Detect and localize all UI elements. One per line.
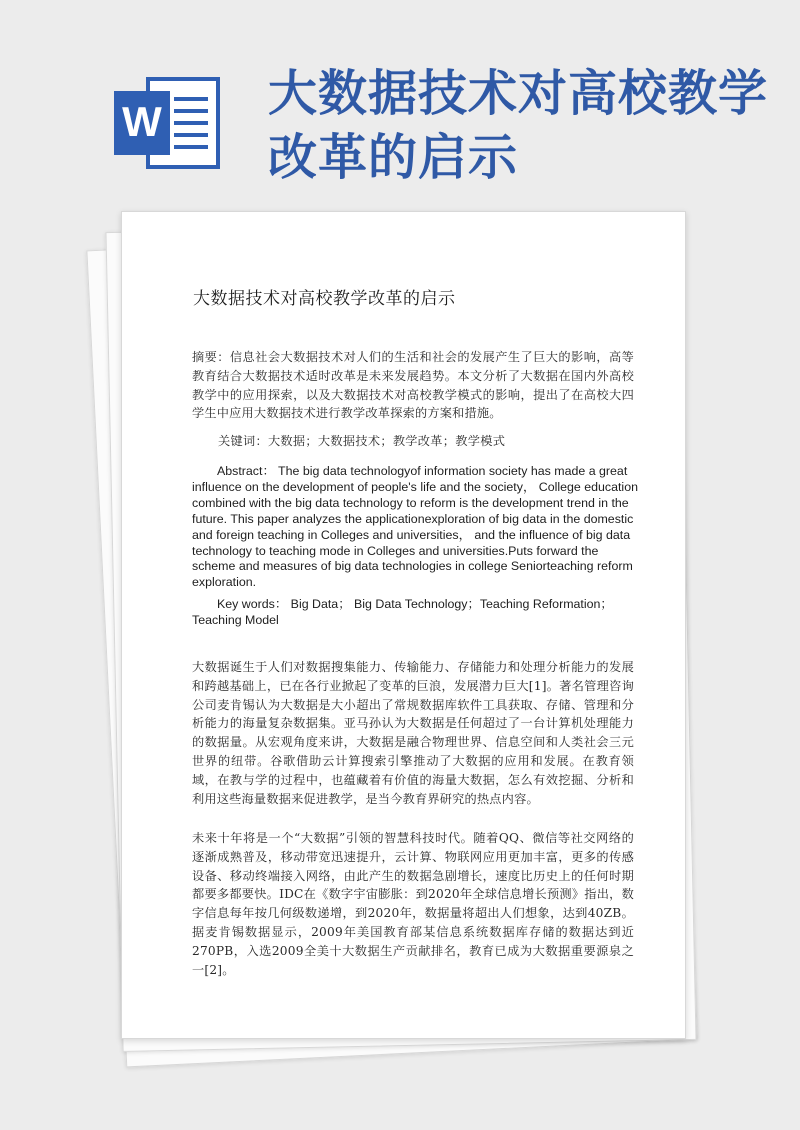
abstract-chinese: 摘要：信息社会大数据技术对人们的生活和社会的发展产生了巨大的影响，高等教育结合大数据技术适时改革是未来发展趋势。本文分析了大数据在国内外高校教学中的应用探索，以及大数据技术对高校教学模式的影响，提出了在高校大四学生中应用大数据技术进行教学改革探索的方案和措施。 xyxy=(192,350,634,421)
word-letter: W xyxy=(122,98,162,145)
document-title: 大数据技术对高校教学改革的启示 xyxy=(193,289,456,309)
keywords-english: Key words： Big Data； Big Data Technology；Teaching Reformation；Teaching Model xyxy=(192,597,613,627)
document-page xyxy=(121,211,686,1039)
word-document-icon xyxy=(112,73,224,173)
body-paragraph-2: 未来十年将是一个“大数据”引领的智慧科技时代。随着QQ、微信等社交网络的逐渐成熟普及，移动带宽迅速提升，云计算、物联网应用更加丰富，更多的传感设备、移动终端接入网络，由此产生的数据急剧增长，速度比历史上的任何时期都要多都要快。IDC在《数字宇宙膨胀：到2020年全球信息增长预测》指出，数字信息每年按几何级数递增，到2020年，数据量将超出人们想象，达到40ZB。据麦肯锡数据显示，2009年美国教育部某信息系统数据库存储的数据达到近270PB，入选2009全美十大数据生产贡献排名，教育已成为大数据重要源泉之一[2]。 xyxy=(192,831,634,977)
body-paragraph-1: 大数据诞生于人们对数据搜集能力、传输能力、存储能力和处理分析能力的发展和跨越基础上，已在各行业掀起了变革的巨浪，发展潜力巨大[1]。著名管理咨询公司麦肯锡认为大数据是大小超出了常规数据库软件工具获取、存储、管理和分析能力的海量复杂数据集。亚马孙认为大数据是任何超过了一台计算机处理能力的数据量。从宏观角度来讲，大数据是融合物理世界、信息空间和人类社会三元世界的纽带。谷歌借助云计算搜索引擎推动了大数据的应用和发展。在教育领域，在教与学的过程中，也蕴藏着有价值的海量大数据，怎么有效挖掘、分析和利用这些海量数据来促进教学，是当今教育界研究的热点内容。 xyxy=(192,660,634,806)
keywords-chinese: 关键词：大数据；大数据技术；教学改革；教学模式 xyxy=(218,434,506,448)
banner-title: 大数据技术对高校教学改革的启示 xyxy=(268,65,769,186)
abstract-english: Abstract： The big data technologyof information society has made a great influence on the development of people's life and the society， College education combined with the big data technology to reform is the development trend in the future. This paper analyzes the applicationexploration of big data in the domestic and foreign teaching in Colleges and universities， and the influence of big data technology to teaching mode in Colleges and universities.Puts forward the scheme and measures of big data technologies in college Seniorteaching reform exploration. xyxy=(192,464,638,590)
